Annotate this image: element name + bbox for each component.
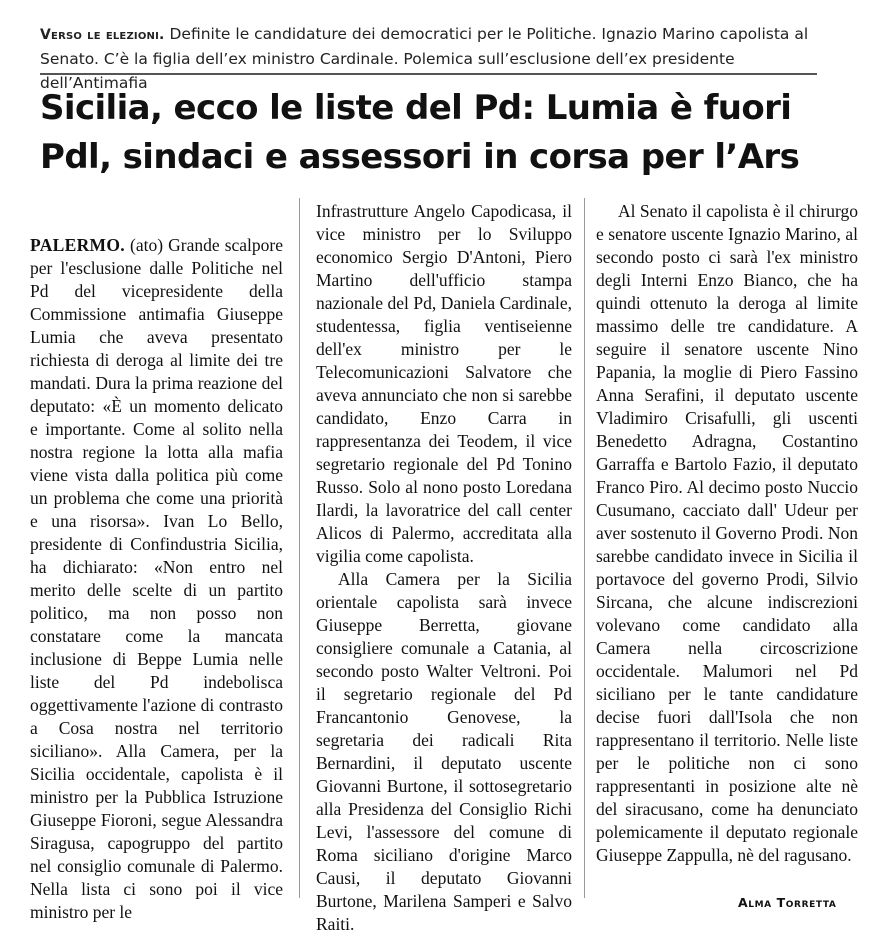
article-paragraph: Infrastrutture Angelo Capodicasa, il vice ministro per lo Sviluppo economico Sergio D'Antoni, Piero Martino dell'ufficio stampa nazionale del Pd, Daniela Cardinale, studentessa, figlia ventiseienne dell'ex ministro per le Telecomunicazioni Salvatore che aveva annunciato che non si sarebbe candidato, Enzo Carra in rappresentanza dei Teodem, il vice segretario regionale del Pd Tonino Russo. Solo al nono posto Loredana Ilardi, la lavoratrice del call center Alicos di Palermo, accreditata alla vigilia come capolista.	[316, 201, 572, 566]
column-divider	[299, 198, 300, 898]
article-paragraph: Al Senato il capolista è il chirurgo e senatore uscente Ignazio Marino, al secondo posto ci sarà l'ex ministro degli Interni Enzo Bianco, che ha quindi ottenuto la deroga al limite massimo delle tre candidature. A seguire il senatore uscente Nino Papania, la moglie di Piero Fassino Anna Serafini, il deputato uscente Vladimiro Crisafulli, gli uscenti Benedetto Adragna, Costantino Garraffa e Bartolo Fazio, il deputato Franco Piro. Al decimo posto Nuccio Cusumano, cacciato dall' Udeur per aver sostenuto il Governo Prodi. Non sarebbe candidato invece in Sicilia il portavoce del governo Prodi, Silvio Sircana, che alcune indiscrezioni volevano come candidato alla Camera nella circoscrizione occidentale. Malumori nel Pd siciliano per le tante candidature decise fuori dall'Isola che non rappresentano il territorio. Nelle liste per le politiche non ci sono rappresentanti in posizione alte nè del siracusano, come ha denunciato polemicamente il deputato regionale Giuseppe Zappulla, nè del ragusano.	[596, 201, 858, 865]
headline	[40, 84, 840, 182]
article-paragraph: Alla Camera per la Sicilia orientale capolista sarà invece Giuseppe Berretta, giovane consigliere comunale a Catania, al secondo posto Walter Veltroni. Poi il segretario regionale del Pd Francantonio Genovese, la segretaria dei radicali Rita Bernardini, il deputato uscente Giovanni Burtone, il sottosegretario alla Presidenza del Consiglio Richi Levi, l'assessore del comune di Roma siciliano d'origine Marco Causi, il deputato Giovanni Burtone, Marilena Samperi e Salvo Raiti.	[316, 569, 572, 934]
byline: Alma Torretta	[738, 895, 837, 910]
headline-line-1: Sicilia, ecco le liste del Pd: Lumia è fuori	[40, 88, 792, 128]
dateline: PALERMO.	[30, 235, 125, 255]
kicker-text: Definite le candidature dei democratici per le Politiche. Ignazio Marino capolista al Senato. C’è la figlia dell’ex ministro Cardinale. Polemica sull’esclusione dell’ex presidente dell’Antimafia	[40, 25, 809, 92]
article-paragraph: PALERMO. (ato) Grande scalpore per l'esclusione dalle Politiche nel Pd del vicepresidente della Commissione antimafia Giuseppe Lumia che aveva presentato richiesta di deroga al limite dei tre mandati. Dura la prima reazione del deputato: «È un momento delicato e importante. Come al solito nella nostra regione la lotta alla mafia viene vista dalla politica più come un problema che come una priorità e una risorsa». Ivan Lo Bello, presidente di Confindustria Sicilia, ha dichiarato: «Non entro nel merito delle scelte di un partito politico, ma non posso non constatare come la mancata inclusione di Beppe Lumia nelle liste del Pd indebolisca oggettivamente l'azione di contrasto a Cosa nostra nel territorio siciliano». Alla Camera, per la Sicilia occidentale, capolista è il ministro per la Pubblica Istruzione Giuseppe Fioroni, segue Alessandra Siragusa, capogruppo del partito nel consiglio comunale di Palermo. Nella lista ci sono poi il vice ministro per le	[30, 235, 283, 922]
column-divider	[584, 198, 585, 898]
article-column-1	[30, 234, 283, 924]
kicker-tag: Verso le elezioni.	[40, 27, 165, 43]
article-column-2	[316, 200, 572, 934]
kicker-divider	[40, 73, 817, 75]
article-column-3	[596, 200, 858, 890]
headline-line-2: Pdl, sindaci e assessori in corsa per l’Ars	[40, 137, 800, 177]
